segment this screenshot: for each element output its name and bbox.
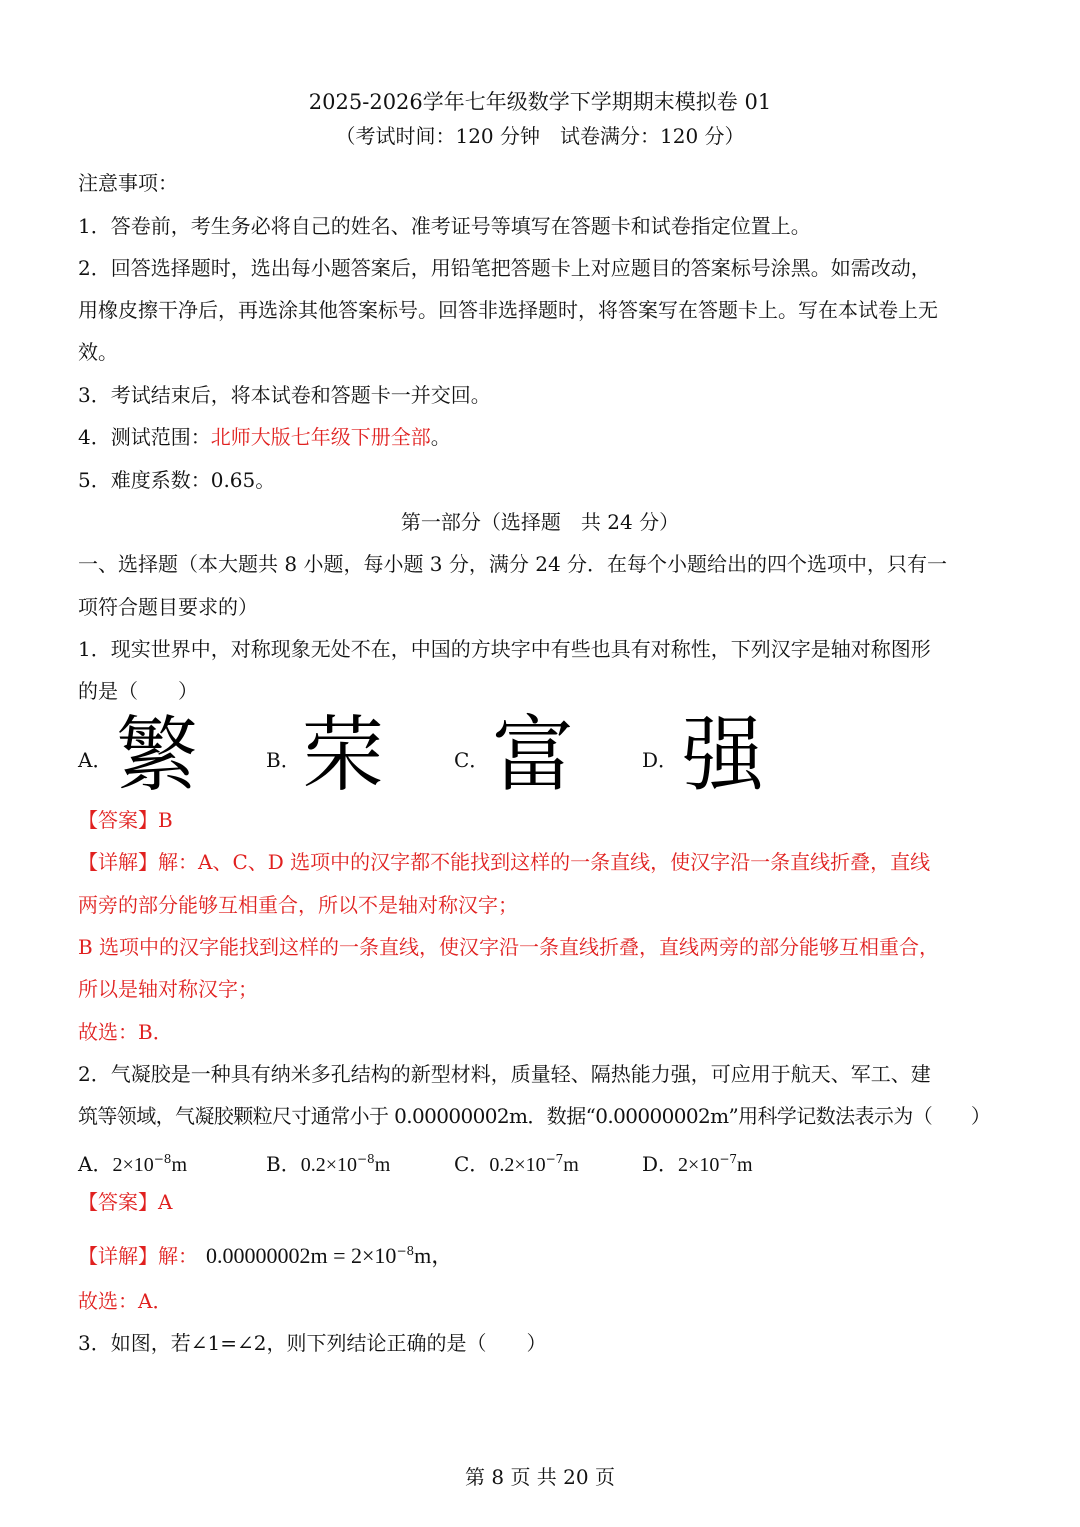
q2-option-c	[454, 1138, 634, 1186]
q2-option-d-base: 2×10	[678, 1154, 720, 1176]
q2-detail-math-base: 0.00000002m = 2×10	[206, 1243, 397, 1268]
q2-option-c-unit: m	[563, 1154, 579, 1176]
notice-item-4	[78, 416, 1008, 458]
q1-detail-line-1: 【详解】解：A、C、D 选项中的汉字都不能找到这样的一条直线，使汉字沿一条直线折叠，直线	[78, 850, 931, 874]
q1-answer: 【答案】B	[78, 808, 173, 832]
q2-option-c-base: 0.2×10	[489, 1154, 546, 1176]
q2-option-a-label: A．	[78, 1152, 113, 1176]
notice-item-2-line-3: 效。	[78, 340, 118, 364]
section-heading-line-2: 项符合题目要求的）	[78, 595, 258, 619]
notice-item-3: 3．考试结束后，将本试卷和答题卡一并交回。	[78, 383, 491, 407]
q2-option-d	[642, 1138, 822, 1186]
notice-item-1: 1．答卷前，考生务必将自己的姓名、准考证号等填写在答题卡和试卷指定位置上。	[78, 214, 811, 238]
test-scope: 北师大版七年级下册全部	[210, 425, 431, 449]
q1-option-a-label: A．	[78, 748, 113, 772]
exam-subtitle: （考试时间：120 分钟 试卷满分：120 分）	[335, 124, 745, 148]
q2-option-b	[266, 1138, 446, 1186]
q2-detail-math-exponent: −8	[396, 1244, 415, 1258]
q2-detail-math-unit: m，	[414, 1243, 454, 1268]
notice-item-2-line-2: 用橡皮擦干净后，再选涂其他答案标号。回答非选择题时，将答案写在答题卡上。写在本试卷上无	[78, 298, 938, 322]
page-number: 第 8 页 共 20 页	[465, 1465, 615, 1489]
part-title: 第一部分（选择题 共 24 分）	[400, 510, 680, 534]
notice-heading: 注意事项：	[78, 171, 178, 195]
q1-detail-line-3: B 选项中的汉字能找到这样的一条直线，使汉字沿一条直线折叠，直线两旁的部分能够互相重合，	[78, 935, 940, 959]
q2-option-a-exponent: −8	[153, 1152, 172, 1166]
notice-item-4-prefix: 4．测试范围：	[78, 425, 211, 449]
q2-option-d-exponent: −7	[719, 1152, 738, 1166]
q1-option-c-character: 富	[492, 708, 575, 803]
q3-stem: 3．如图，若∠1=∠2，则下列结论正确的是（ ）	[78, 1331, 547, 1355]
q1-option-a-character: 繁	[116, 708, 199, 803]
q2-detail-prefix: 【详解】解：	[78, 1244, 198, 1268]
exam-title: 2025-2026学年七年级数学下学期期末模拟卷 01	[308, 90, 772, 114]
q2-option-c-label: C．	[454, 1152, 490, 1176]
q1-conclusion: 故选：B．	[78, 1020, 173, 1044]
q1-option-b-label: B．	[266, 748, 301, 772]
q1-option-c-label: C．	[454, 748, 490, 772]
q2-stem-line-2: 筑等领域，气凝胶颗粒尺寸通常小于 0.00000002m．数据“0.00000002m”用科学记数法表示为（ ）	[78, 1104, 991, 1128]
q1-stem-line-1: 1．现实世界中，对称现象无处不在，中国的方块字中有些也具有对称性，下列汉字是轴对称图形	[78, 637, 931, 661]
q2-option-b-unit: m	[374, 1154, 391, 1176]
q1-option-b-character: 荣	[302, 708, 385, 803]
q2-stem-line-1: 2．气凝胶是一种具有纳米多孔结构的新型材料，质量轻、隔热能力强，可应用于航天、军工、建	[78, 1062, 931, 1086]
notice-item-2-line-1: 2．回答选择题时，选出每小题答案后，用铅笔把答题卡上对应题目的答案标号涂黑。如需改动，	[78, 256, 931, 280]
q2-option-a-base: 2×10	[112, 1154, 154, 1176]
q2-conclusion: 故选：A．	[78, 1289, 173, 1313]
q1-option-d-character: 强	[682, 708, 765, 803]
q1-detail-line-2: 两旁的部分能够互相重合，所以不是轴对称汉字；	[78, 893, 518, 917]
q2-option-b-exponent: −8	[356, 1152, 375, 1166]
q1-stem-line-2: 的是（ ）	[78, 679, 198, 703]
q2-option-a-unit: m	[171, 1154, 187, 1176]
q2-answer: 【答案】A	[78, 1190, 173, 1214]
q2-option-b-label: B．	[266, 1152, 301, 1176]
q2-detail	[78, 1230, 1008, 1277]
section-heading-line-1: 一、选择题（本大题共 8 小题，每小题 3 分，满分 24 分．在每个小题给出的四个选项中，只有一	[78, 552, 948, 576]
notice-item-5: 5．难度系数：0.65。	[78, 468, 276, 492]
q2-option-d-unit: m	[737, 1154, 753, 1176]
q2-option-b-base: 0.2×10	[300, 1154, 357, 1176]
q2-option-a	[78, 1138, 278, 1186]
notice-item-4-suffix: 。	[430, 425, 451, 449]
q1-option-d-label: D．	[642, 748, 679, 772]
q1-detail-line-4: 所以是轴对称汉字；	[78, 977, 258, 1001]
q2-option-c-exponent: −7	[545, 1152, 564, 1166]
q2-option-d-label: D．	[642, 1152, 679, 1176]
